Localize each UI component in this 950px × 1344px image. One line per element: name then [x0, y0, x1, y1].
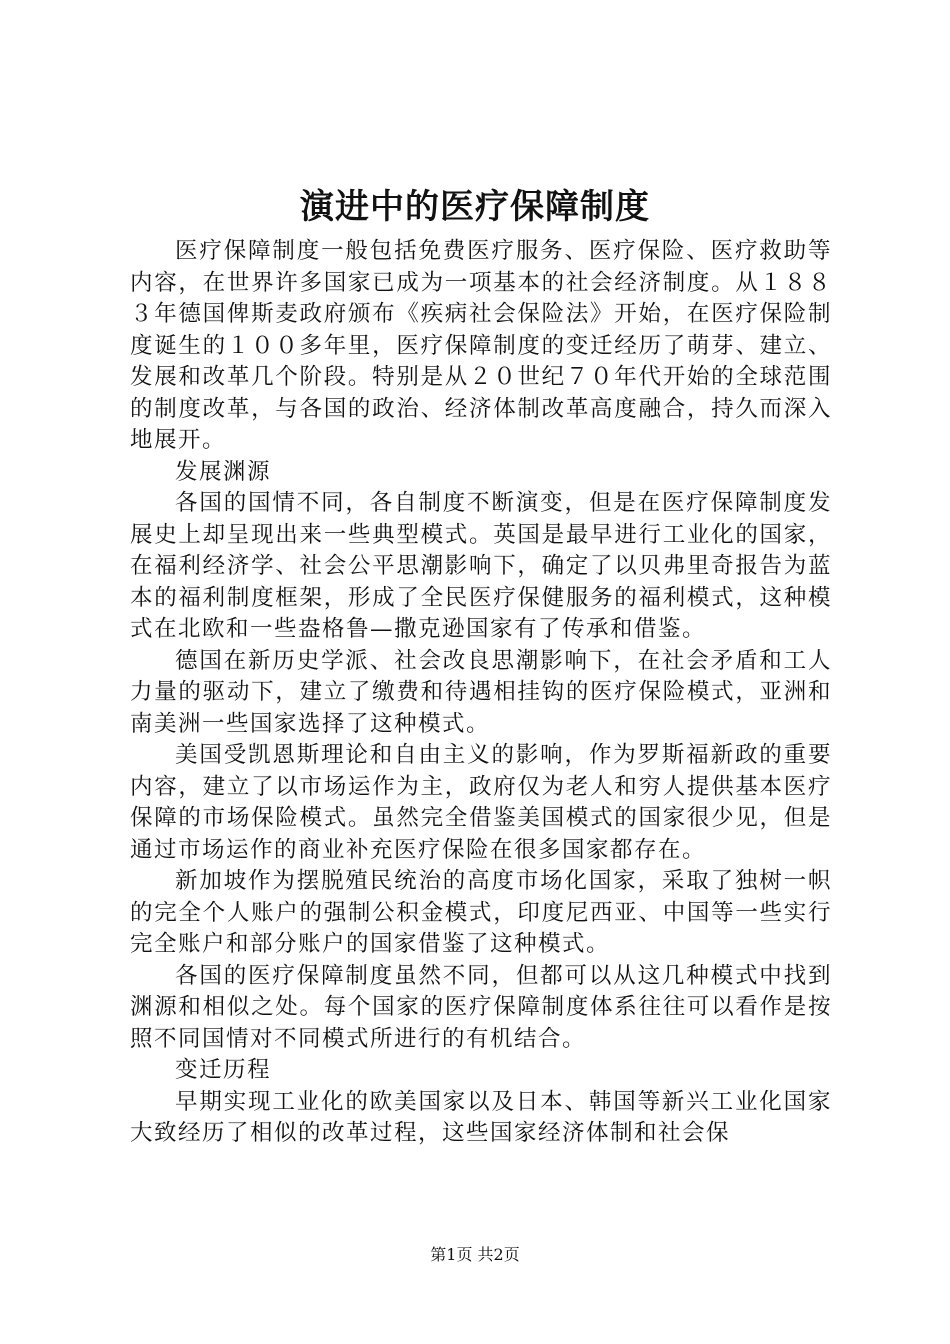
section-heading-evolution: 变迁历程 [175, 1057, 272, 1083]
page-footer: 第1页 共2页 [430, 1245, 520, 1264]
paragraph-singapore-model: 新加坡作为摆脱殖民统治的高度市场化国家，采取了独树一帜的完全个人账户的强制公积金模式，印度尼西亚、中国等一些实行完全账户和部分账户的国家借鉴了这种模式。 [130, 868, 832, 957]
document-body [130, 236, 832, 1150]
paragraph-evolution: 早期实现工业化的欧美国家以及日本、韩国等新兴工业化国家大致经历了相似的改革过程，这些国家经济体制和社会保 [130, 1088, 832, 1146]
paragraph-us-model: 美国受凯恩斯理论和自由主义的影响，作为罗斯福新政的重要内容，建立了以市场运作为主，政府仅为老人和穷人提供基本医疗保障的市场保险模式。虽然完全借鉴美国模式的国家很少见，但是通过市场运作的商业补充医疗保险在很多国家都存在。 [130, 742, 832, 863]
paragraph-intro: 医疗保障制度一般包括免费医疗服务、医疗保险、医疗救助等内容，在世界许多国家已成为一项基本的社会经济制度。从１８８３年德国俾斯麦政府颁布《疾病社会保险法》开始，在医疗保险制度诞生的１００多年里，医疗保障制度的变迁经历了萌芽、建立、发展和改革几个阶段。特别是从２０世纪７０年代开始的全球范围的制度改革，与各国的政治、经济体制改革高度融合，持久而深入地展开。 [130, 238, 832, 453]
document-title: 演进中的医疗保障制度 [300, 187, 650, 227]
paragraph-uk-model: 各国的国情不同，各自制度不断演变，但是在医疗保障制度发展史上却呈现出来一些典型模式。英国是最早进行工业化的国家，在福利经济学、社会公平思潮影响下，确定了以贝弗里奇报告为蓝本的福利制度框架，形成了全民医疗保健服务的福利模式，这种模式在北欧和一些盎格鲁—撒克逊国家有了传承和借鉴。 [130, 490, 832, 642]
paragraph-model-summary: 各国的医疗保障制度虽然不同，但都可以从这几种模式中找到渊源和相似之处。每个国家的医疗保障制度体系往往可以看作是按照不同国情对不同模式所进行的有机结合。 [130, 962, 832, 1052]
paragraph-germany-model: 德国在新历史学派、社会改良思潮影响下，在社会矛盾和工人力量的驱动下，建立了缴费和待遇相挂钩的医疗保险模式，亚洲和南美洲一些国家选择了这种模式。 [130, 647, 832, 737]
section-heading-origins: 发展渊源 [175, 458, 272, 485]
